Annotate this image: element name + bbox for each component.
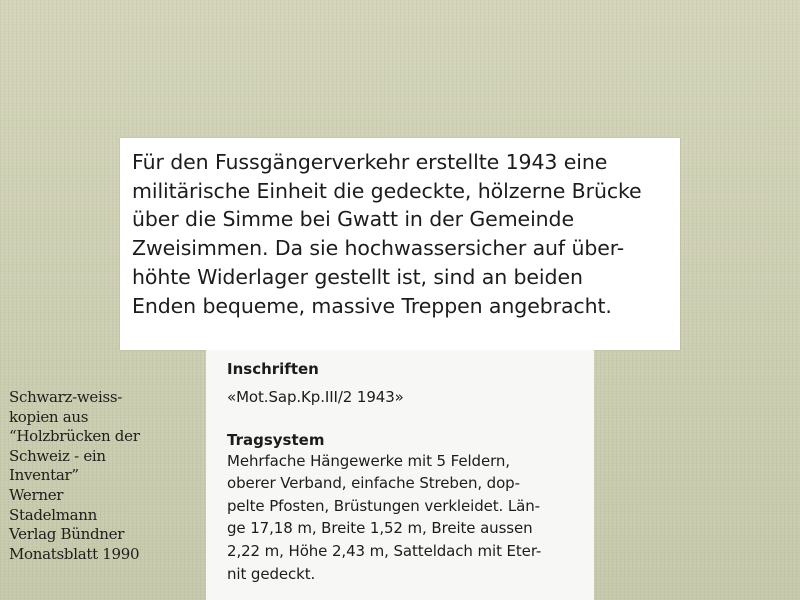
description-line: Enden bequeme, massive Treppen angebracht. [132,293,612,318]
details-text-card [206,350,594,600]
inscriptions-heading: Inschriften [227,360,319,378]
description-line: Für den Fussgängerverkehr erstellte 1943 eine [132,150,608,174]
inscriptions-text: «Mot.Sap.Kp.III/2 1943» [227,388,404,406]
support-system-line: nit gedeckt. [227,564,316,583]
caption-line: Werner [9,485,64,504]
caption-line: Stadelmann [9,505,98,524]
description-line: höhte Widerlager gestellt ist, sind an beiden [132,264,583,289]
support-system-line: oberer Verband, einfache Streben, dop- [227,474,520,493]
support-system-line: ge 17,18 m, Breite 1,52 m, Breite aussen [227,519,533,538]
support-system-line: Mehrfache Hängewerke mit 5 Feldern, [227,451,510,470]
caption-line: Schwarz-weiss- [9,388,123,406]
caption-line: Verlag Bündner [9,525,125,544]
description-line: militärische Einheit die gedeckte, hölzerne Brücke [132,178,642,203]
description-line: über die Simme bei Gwatt in der Gemeinde [132,207,574,232]
support-system-line: pelte Pfosten, Brüstungen verkleidet. Län- [227,496,540,515]
description-text-card [120,138,680,350]
caption-line: Schweiz - ein [9,446,106,465]
caption-line: “Holzbrücken der [9,427,140,446]
caption-line: Inventar” [9,466,79,485]
caption-line: Monatsblatt 1990 [9,544,140,563]
caption-line: kopien aus [9,407,89,426]
support-system-line: 2,22 m, Höhe 2,43 m, Satteldach mit Eter- [227,541,542,560]
source-caption [9,388,199,564]
description-line: Zweisimmen. Da sie hochwassersicher auf über- [132,236,625,261]
support-system-heading: Tragsystem [227,430,325,449]
